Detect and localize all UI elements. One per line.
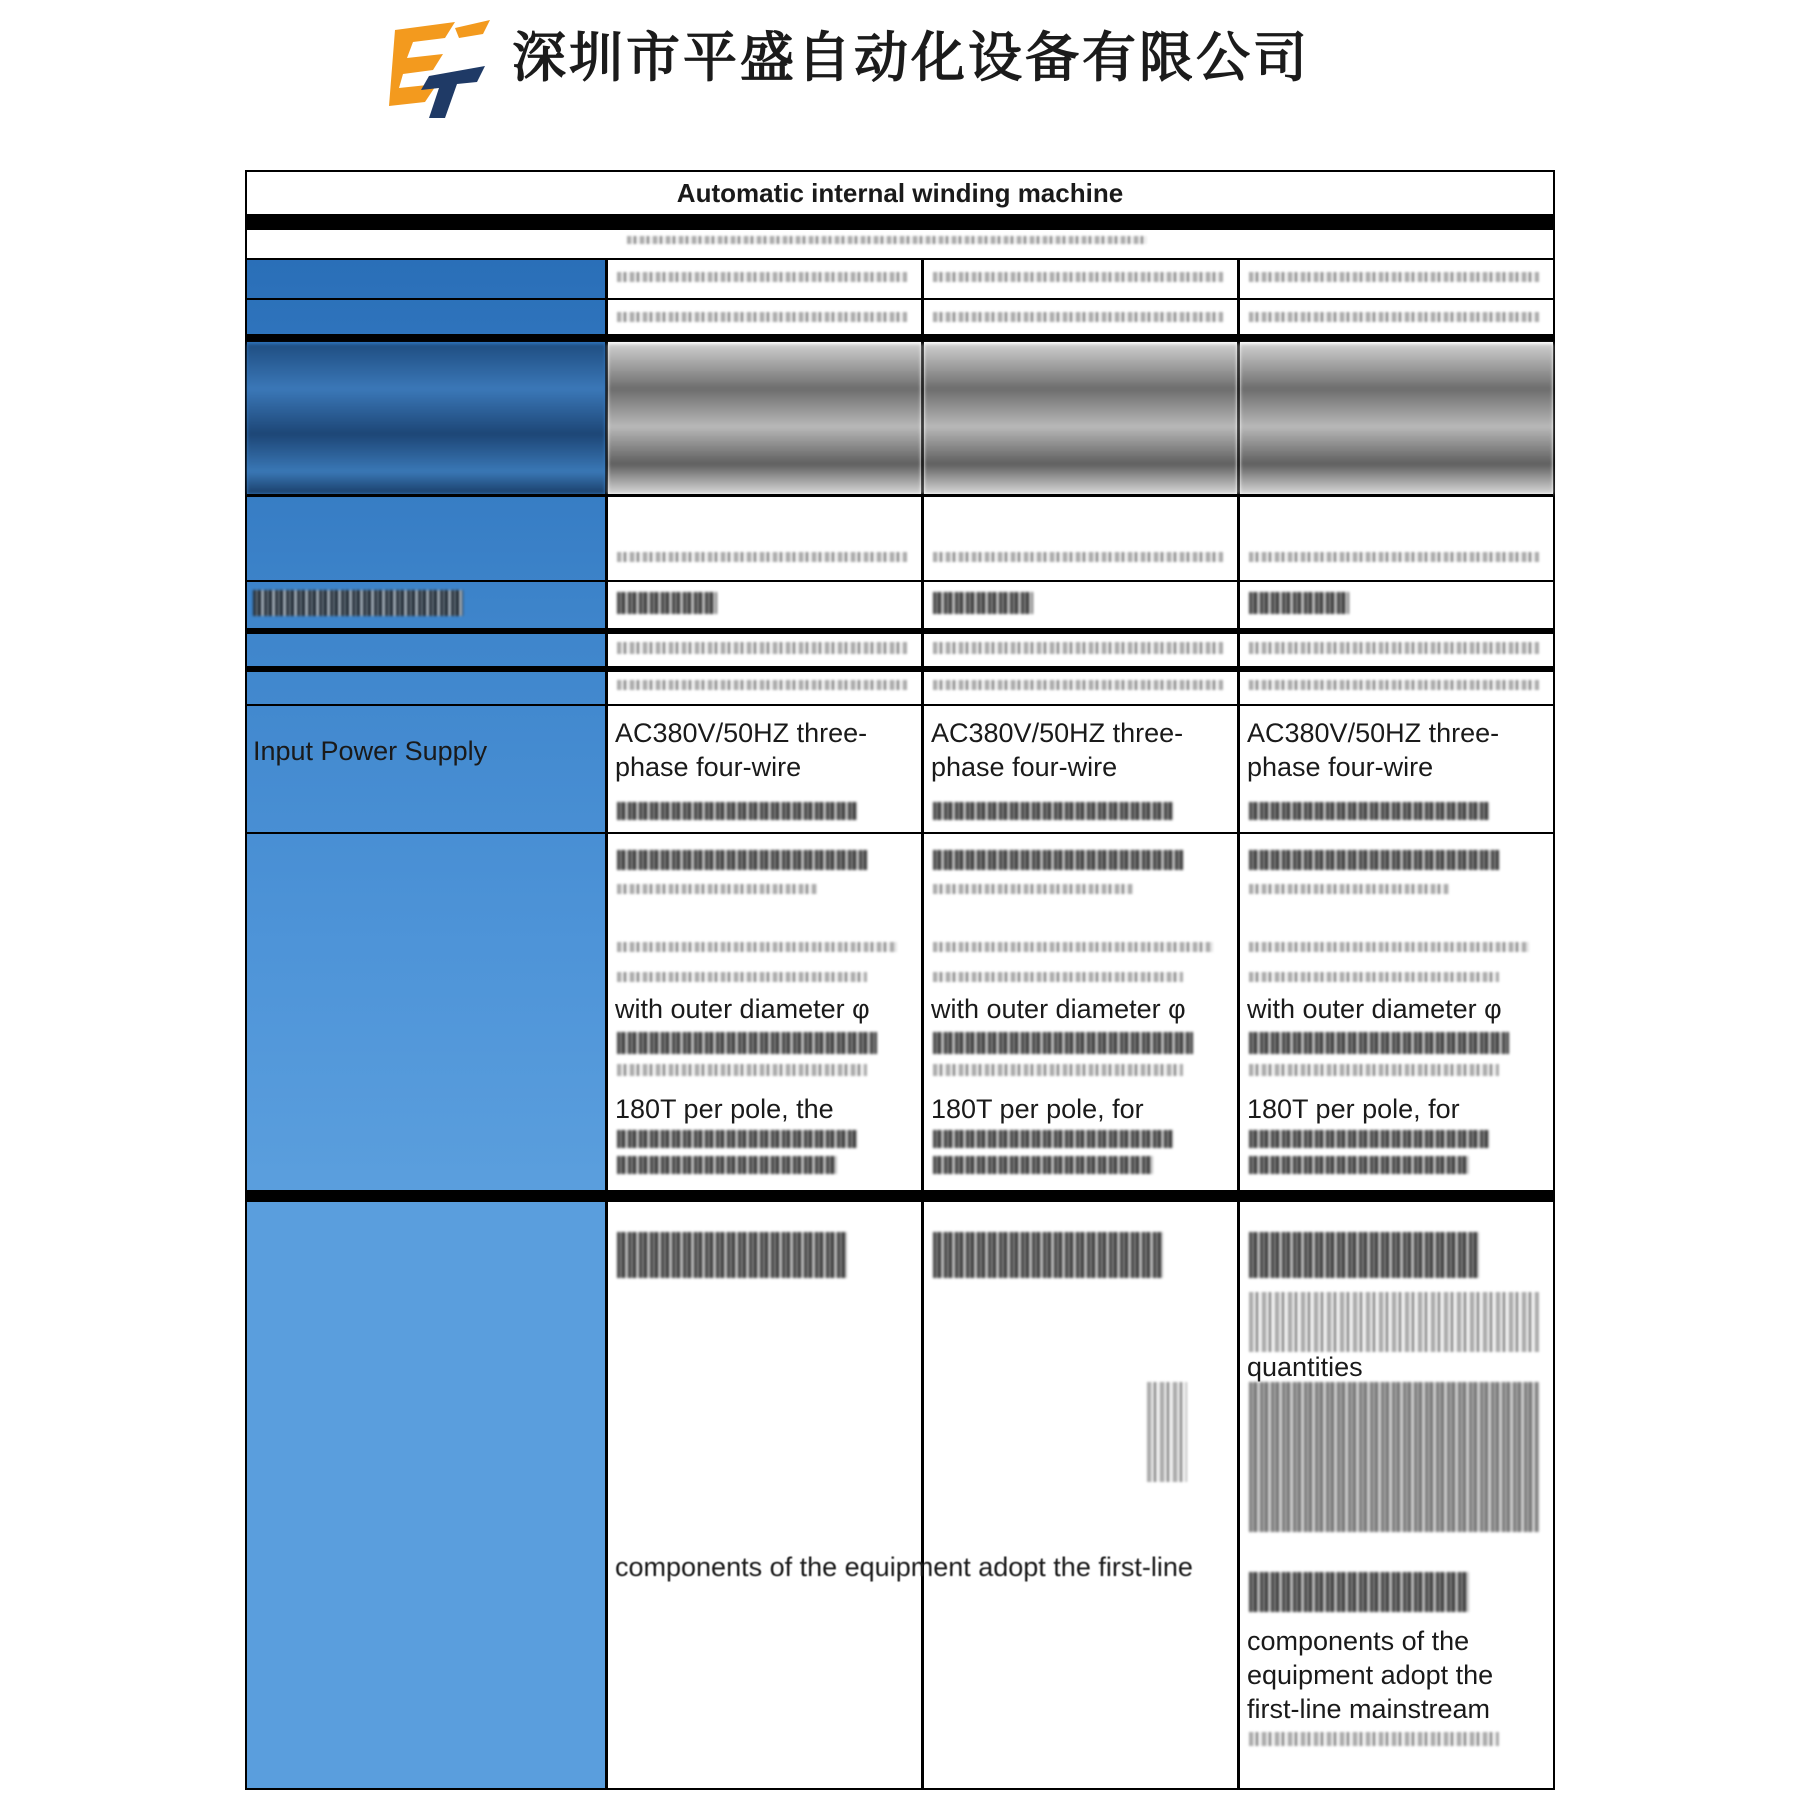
illegible-text xyxy=(933,884,1133,894)
illegible-text xyxy=(1249,1064,1499,1076)
illegible-text xyxy=(1249,312,1539,322)
illegible-row-label xyxy=(253,590,463,616)
company-name: 深圳市平盛自动化设备有限公司 xyxy=(512,25,1310,89)
cell-electrical: components of the xyxy=(1247,1626,1470,1656)
table-rule xyxy=(247,216,1553,230)
illegible-text xyxy=(617,592,717,614)
illegible-text xyxy=(933,972,1183,982)
illegible-text xyxy=(617,272,907,282)
illegible-text xyxy=(933,1232,1163,1278)
illegible-text xyxy=(617,1130,857,1148)
illegible-text xyxy=(1249,1732,1499,1746)
illegible-text xyxy=(1249,592,1349,614)
illegible-text xyxy=(1249,1156,1469,1174)
table-rule xyxy=(247,628,1553,634)
illegible-text xyxy=(933,592,1033,614)
illegible-text xyxy=(933,312,1223,322)
company-logo-icon xyxy=(385,18,495,123)
illegible-text xyxy=(1249,1032,1509,1054)
illegible-text xyxy=(1249,272,1539,282)
illegible-text xyxy=(627,236,1147,244)
illegible-text xyxy=(617,1064,867,1076)
cell-electrical: equipment adopt the xyxy=(1247,1660,1494,1690)
cell-winding-spec: with outer diameter φ xyxy=(1247,994,1502,1024)
illegible-text xyxy=(1249,884,1449,894)
illegible-row-label xyxy=(247,344,605,494)
table-rule xyxy=(247,832,1553,834)
illegible-text xyxy=(617,802,857,820)
table-rule xyxy=(247,666,1553,672)
illegible-text xyxy=(617,884,817,894)
illegible-text xyxy=(1249,1232,1479,1278)
cell-winding-spec: with outer diameter φ xyxy=(931,994,1186,1024)
illegible-text xyxy=(617,850,867,870)
table-rule xyxy=(247,580,1553,582)
illegible-text xyxy=(1249,552,1539,562)
illegible-text xyxy=(1249,1292,1539,1352)
cell-electrical: quantities xyxy=(1247,1352,1363,1382)
illegible-text xyxy=(933,942,1213,952)
cell-winding-spec: with outer diameter φ xyxy=(615,994,870,1024)
cell-input-power: AC380V/50HZ three-phase four-wire xyxy=(931,718,1184,782)
illegible-text xyxy=(617,972,867,982)
illegible-text xyxy=(1249,1130,1489,1148)
illegible-text xyxy=(1249,1572,1469,1612)
table-rule xyxy=(247,334,1553,342)
cell-winding-spec: 180T per pole, for xyxy=(931,1094,1144,1124)
illegible-text xyxy=(617,312,907,322)
table-rule xyxy=(247,1190,1553,1202)
cell-electrical: components of the equipment adopt the first-line xyxy=(615,1552,1193,1582)
illegible-text xyxy=(933,802,1173,820)
table-rule xyxy=(247,494,1553,497)
illegible-text xyxy=(933,1032,1193,1054)
illegible-text xyxy=(1249,972,1499,982)
illegible-text xyxy=(1249,642,1539,654)
illegible-text xyxy=(933,1064,1183,1076)
illegible-text xyxy=(1249,1382,1539,1532)
illegible-text xyxy=(617,942,897,952)
illegible-text xyxy=(933,1156,1153,1174)
illegible-text xyxy=(933,642,1223,654)
illegible-text xyxy=(608,344,921,494)
cell-input-power: AC380V/50HZ three-phase four-wire xyxy=(1247,718,1500,782)
row-label-input-power: Input Power Supply xyxy=(253,736,488,766)
table-rule xyxy=(247,298,1553,300)
cell-winding-spec: 180T per pole, for xyxy=(1247,1094,1460,1124)
illegible-text xyxy=(933,680,1223,690)
illegible-text xyxy=(617,680,907,690)
illegible-text xyxy=(617,642,907,654)
illegible-text xyxy=(617,1232,847,1278)
illegible-text xyxy=(933,850,1183,870)
illegible-text xyxy=(1147,1382,1187,1482)
illegible-text xyxy=(933,272,1223,282)
spec-table xyxy=(245,170,1555,1790)
illegible-text xyxy=(1249,942,1529,952)
illegible-text xyxy=(1249,802,1489,820)
table-title: Automatic internal winding machine xyxy=(247,172,1553,216)
illegible-text xyxy=(617,1032,877,1054)
illegible-text xyxy=(617,552,907,562)
illegible-text xyxy=(1240,344,1553,494)
illegible-text xyxy=(924,344,1237,494)
cell-input-power: AC380V/50HZ three-phase four-wire xyxy=(615,718,868,782)
illegible-text xyxy=(933,1130,1173,1148)
illegible-text xyxy=(1249,680,1539,690)
illegible-text xyxy=(933,552,1223,562)
cell-winding-spec: 180T per pole, the xyxy=(615,1094,834,1124)
table-rule xyxy=(247,704,1553,706)
illegible-text xyxy=(1249,850,1499,870)
cell-electrical: first-line mainstream xyxy=(1247,1694,1491,1724)
illegible-text xyxy=(617,1156,837,1174)
